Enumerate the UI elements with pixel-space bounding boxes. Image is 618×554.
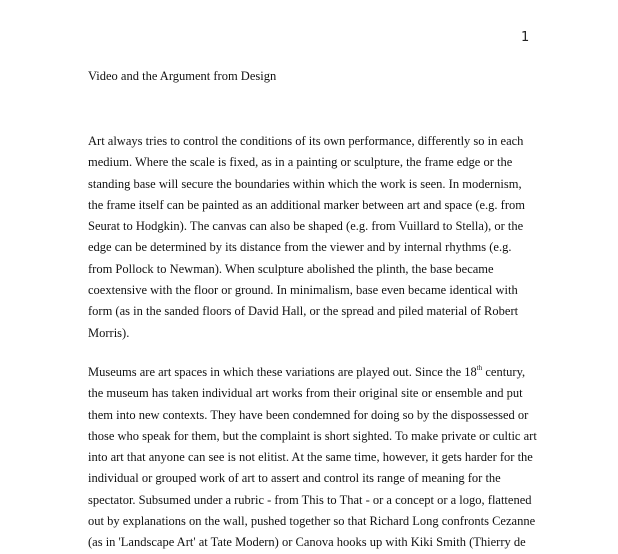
text-line: into art that anyone can see is not elitist. At the same time, however, it gets harder for the [88, 450, 533, 465]
page-number: 1 [521, 30, 530, 45]
text-line: those who speak for them, but the complaint is short sighted. To make private or cultic art [88, 428, 537, 443]
text-line: form (as in the sanded floors of David Hall, or the spread and piled material of Robert [88, 304, 519, 319]
text-line: spectator. Subsumed under a rubric - from This to That - or a concept or a logo, flattened [88, 492, 532, 507]
text-line: individual or grouped work of art to assert and control its range of meaning for the [88, 471, 501, 486]
text-line: Art always tries to control the conditions of its own performance, differently so in each [88, 134, 524, 148]
text-line: coextensive with the floor or ground. In minimalism, base even became identical with [88, 283, 518, 298]
text-line: out by explanations on the wall, pushed together so that Richard Long confronts Cezanne [88, 514, 536, 529]
text-line: the museum has taken individual art works from their original site or ensemble and put [88, 386, 523, 401]
text-line: edge can be determined by its distance from the viewer and by internal rhythms (e.g. [88, 240, 512, 255]
text-line: Morris). [88, 325, 130, 340]
text-line: them into new contexts. They have been condemned for doing so by the dispossessed or [88, 407, 529, 422]
text-line: (as in 'Landscape Art' at Tate Modern) or Canova hooks up with Kiki Smith (Thierry de [88, 535, 526, 550]
document-title: Video and the Argument from Design [88, 69, 277, 83]
text-before-superscript: Museums are art spaces in which these variations are played out. Since the 18 [88, 365, 477, 379]
text-line: Seurat to Hodgkin). The canvas can also be shaped (e.g. from Vuillard to Stella), or the [88, 219, 524, 234]
text-line: medium. Where the scale is fixed, as in a painting or sculpture, the frame edge or the [88, 155, 513, 170]
text-line: from Pollock to Newman). When sculpture abolished the plinth, the base became [88, 261, 494, 276]
ordinal-superscript: th [476, 363, 483, 372]
text-line [88, 362, 548, 383]
paragraph-1 [88, 131, 548, 344]
text-after-superscript: century, [482, 365, 526, 379]
text-line: standing base will secure the boundaries within which the work is seen. In modernism, [88, 176, 522, 191]
text-line: the frame itself can be painted as an additional marker between art and space (e.g. from [88, 197, 525, 212]
paragraph-2 [88, 362, 548, 554]
